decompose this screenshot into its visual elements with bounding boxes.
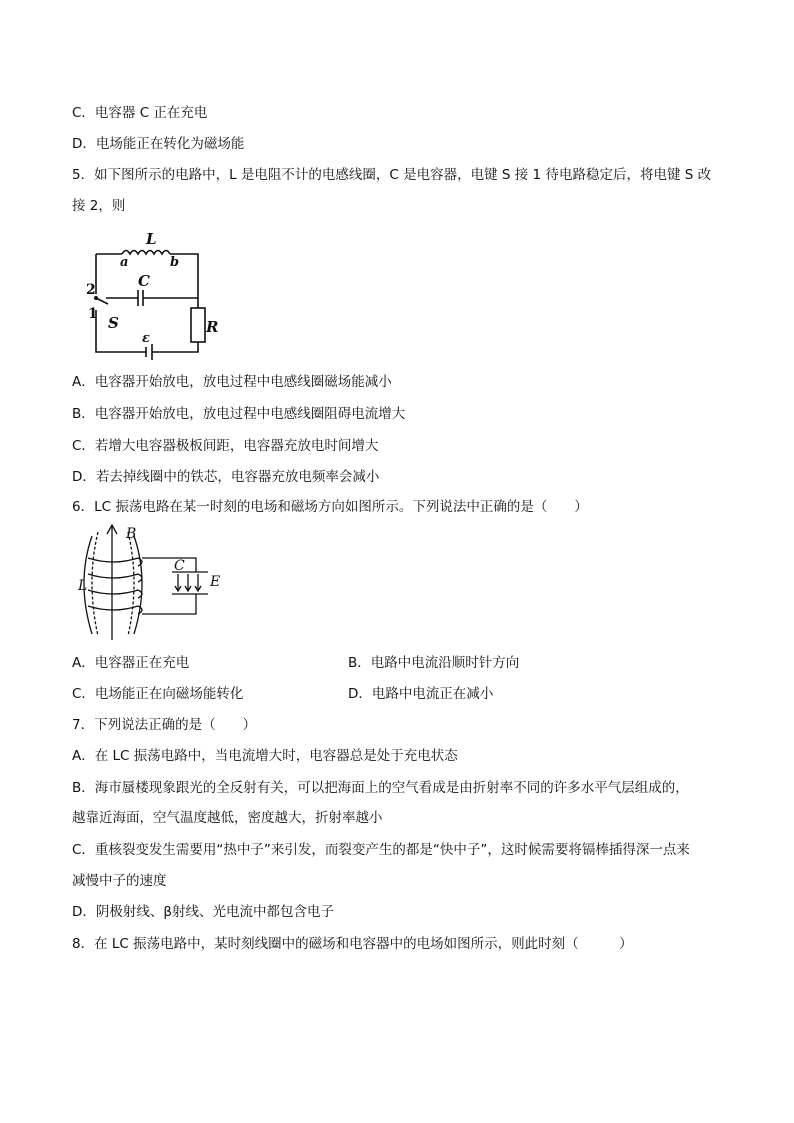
q5-stem-line1: 5．如下图所示的电路中，L 是电阻不计的电感线圈，C 是电容器，电键 S 接 1 待电路稳定后，将电键 S 改 [72,167,712,183]
q5-circuit-figure [82,226,222,362]
q7-option-d: D．阴极射线、β射线、光电流中都包含电子 [72,904,335,920]
q5-label-s: S [108,314,119,332]
q5-stem-line2: 接 2，则 [72,198,126,214]
q6-option-d: D．电路中电流正在减小 [348,686,494,702]
q7-option-b-line1: B．海市蜃楼现象跟光的全反射有关，可以把海面上的空气看成是由折射率不同的许多水平气层组成的， [72,780,689,796]
q5-label-2: 2 [86,282,96,298]
q5-option-b: B．电容器开始放电，放电过程中电感线圈阻碍电流增大 [72,406,406,422]
q6-label-e: E [210,574,221,590]
q4-option-d: D．电场能正在转化为磁场能 [72,136,245,152]
q5-label-r: R [206,318,219,336]
q4-option-c: C．电容器 C 正在充电 [72,105,208,121]
q7-stem: 7．下列说法正确的是（ ） [72,717,257,733]
q5-label-b: b [170,255,180,270]
q5-label-c: C [138,272,150,290]
q5-label-l: L [146,230,157,248]
q6-label-l: L [78,578,88,594]
q6-option-a: A．电容器正在充电 [72,655,190,671]
q6-lc-field-figure [76,524,226,642]
q6-option-c: C．电场能正在向磁场能转化 [72,686,244,702]
q6-stem: 6．LC 振荡电路在某一时刻的电场和磁场方向如图所示。下列说法中正确的是（ ） [72,499,588,515]
q7-option-c-line2: 减慢中子的速度 [72,873,167,889]
q8-stem: 8．在 LC 振荡电路中，某时刻线圈中的磁场和电容器中的电场如图所示，则此时刻（ ） [72,936,633,952]
q5-option-c: C．若增大电容器极板间距，电容器充放电时间增大 [72,438,379,454]
q5-label-epsilon: ε [142,331,150,346]
q7-option-c-line1: C．重核裂变发生需要用“热中子”来引发，而裂变产生的都是“快中子”，这时候需要将镉棒插得深一点来 [72,842,690,858]
q7-option-a: A．在 LC 振荡电路中，当电流增大时，电容器总是处于充电状态 [72,748,458,764]
q5-option-a: A．电容器开始放电，放电过程中电感线圈磁场能减小 [72,374,392,390]
q5-option-d: D．若去掉线圈中的铁芯，电容器充放电频率会减小 [72,469,380,485]
q6-label-b: B [126,526,137,542]
q6-option-b: B．电路中电流沿顺时针方向 [348,655,520,671]
q5-label-1: 1 [88,306,98,322]
q5-label-a: a [120,255,129,270]
q7-option-b-line2: 越靠近海面，空气温度越低，密度越大，折射率越小 [72,810,383,826]
q6-label-c: C [174,558,185,574]
